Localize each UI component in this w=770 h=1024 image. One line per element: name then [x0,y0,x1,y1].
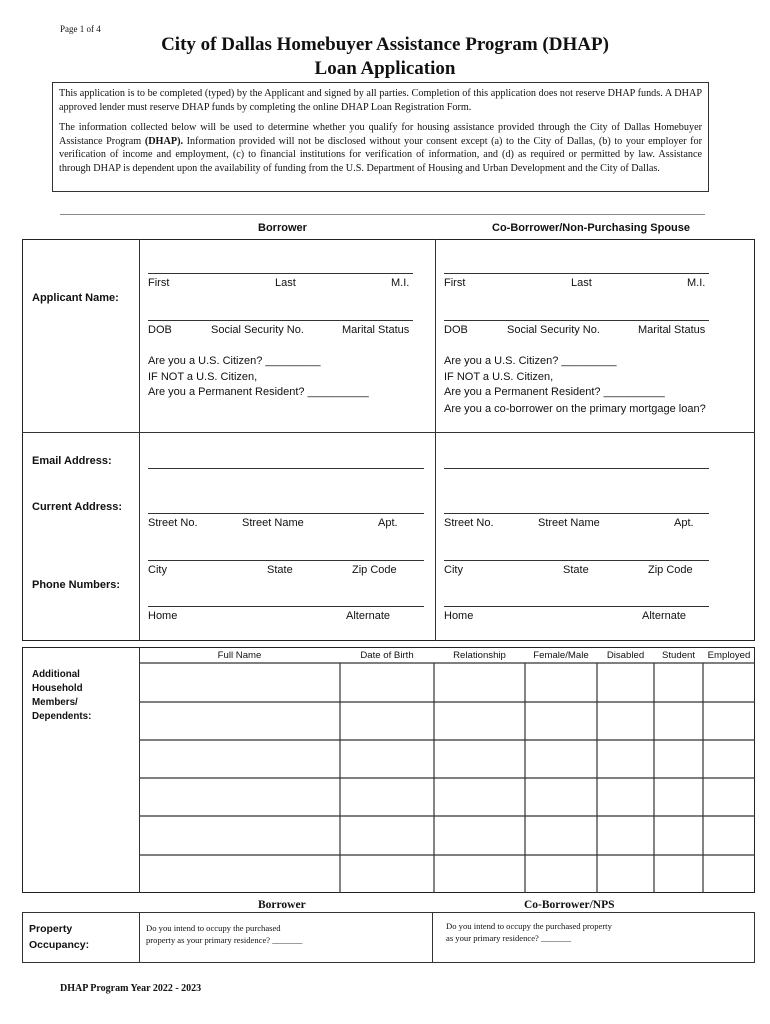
coborrower-header: Co-Borrower/Non-Purchasing Spouse [492,222,691,234]
co-marital-caption: Marital Status [638,324,706,336]
co-apt-caption: Apt. [674,517,694,529]
notice-paragraph-2: The information collected below will be used to determine whether you qualify for housing assistance provided through the City of Dallas Homebuyer Assistance Program (DHAP). Information provided will not be disclosed without your consent except (a) to the City of Dallas, (b) to your employer for verification of income and employment, (c) to financial institutions for verification of information, and (d) as required or permitted by law. Assistance through DHAP is dependent upon the availability of funding from the U.S. Department of Housing and Urban Development and the City of Dallas. [59,122,703,174]
co-mortgage-question: Are you a co-borrower on the primary mortgage loan? [444,403,706,415]
occupancy-section [22,912,755,963]
footer-text: DHAP Program Year 2022 - 2023 [60,983,202,994]
col-date-of-birth: Date of Birth [360,650,414,661]
address-label: Current Address: [32,501,123,513]
first-name-caption: First [148,277,170,289]
state-caption: State [267,564,293,576]
email-label: Email Address: [32,455,112,467]
occupancy-borrower-header: Borrower [258,899,306,911]
applicant-name-label: Applicant Name: [32,292,119,304]
notice-paragraph-1: This application is to be completed (typed) by the Applicant and signed by all parties. Completion of this application does not reserve DHAP funds. A DHAP approved lender must reserve DHAP funds by completing the online DHAP Loan Registration Form. [59,88,702,113]
co-home-phone-caption: Home [444,610,474,622]
co-first-name-caption: First [444,277,466,289]
col-female-male: Female/Male [533,650,589,661]
alternate-phone-caption: Alternate [346,610,391,622]
col-employed: Employed [707,650,751,661]
dob-caption: DOB [148,324,172,336]
co-last-name-caption: Last [571,277,592,289]
col-student: Student [661,650,696,661]
citizen-question: Are you a U.S. Citizen? _________ [148,355,321,367]
last-name-caption: Last [275,277,296,289]
page-title: City of Dallas Homebuyer Assistance Program (DHAP) [161,34,609,55]
permanent-resident-question: Are you a Permanent Resident? __________ [148,386,369,398]
borrower-header: Borrower [258,222,307,234]
co-mi-caption: M.I. [687,277,706,289]
occupancy-question-borrower: Do you intend to occupy the purchased property as your primary residence? _______ [146,923,303,945]
col-relationship: Relationship [453,650,506,661]
city-caption: City [148,564,167,576]
household-label: Additional Household Members/ Dependents: [32,669,92,722]
home-phone-caption: Home [148,610,178,622]
occupancy-coborrower-header: Co-Borrower/NPS [524,899,615,911]
co-state-caption: State [563,564,589,576]
occupancy-question-coborrower: Do you intend to occupy the purchased property as your primary residence? _______ [446,921,612,943]
co-zip-caption: Zip Code [648,564,693,576]
mi-caption: M.I. [391,277,410,289]
co-ssn-caption: Social Security No. [507,324,600,336]
col-disabled: Disabled [606,650,645,661]
co-street-name-caption: Street Name [538,517,600,529]
co-street-no-caption: Street No. [444,517,494,529]
divider [139,912,140,963]
phone-label: Phone Numbers: [32,579,121,591]
occupancy-label: Property Occupancy: [29,923,90,951]
co-dob-caption: DOB [444,324,468,336]
divider [432,912,433,963]
street-name-caption: Street Name [242,517,304,529]
co-not-citizen-text: IF NOT a U.S. Citizen, [444,371,554,383]
co-permanent-resident-question: Are you a Permanent Resident? __________ [444,386,665,398]
street-no-caption: Street No. [148,517,198,529]
page-subtitle: Loan Application [314,58,456,79]
co-alternate-phone-caption: Alternate [642,610,687,622]
zip-caption: Zip Code [352,564,397,576]
not-citizen-text: IF NOT a U.S. Citizen, [148,371,258,383]
co-citizen-question: Are you a U.S. Citizen? _________ [444,355,617,367]
marital-caption: Marital Status [342,324,410,336]
page-number: Page 1 of 4 [60,24,101,34]
col-full-name: Full Name [217,650,262,661]
apt-caption: Apt. [378,517,398,529]
co-city-caption: City [444,564,463,576]
ssn-caption: Social Security No. [211,324,304,336]
